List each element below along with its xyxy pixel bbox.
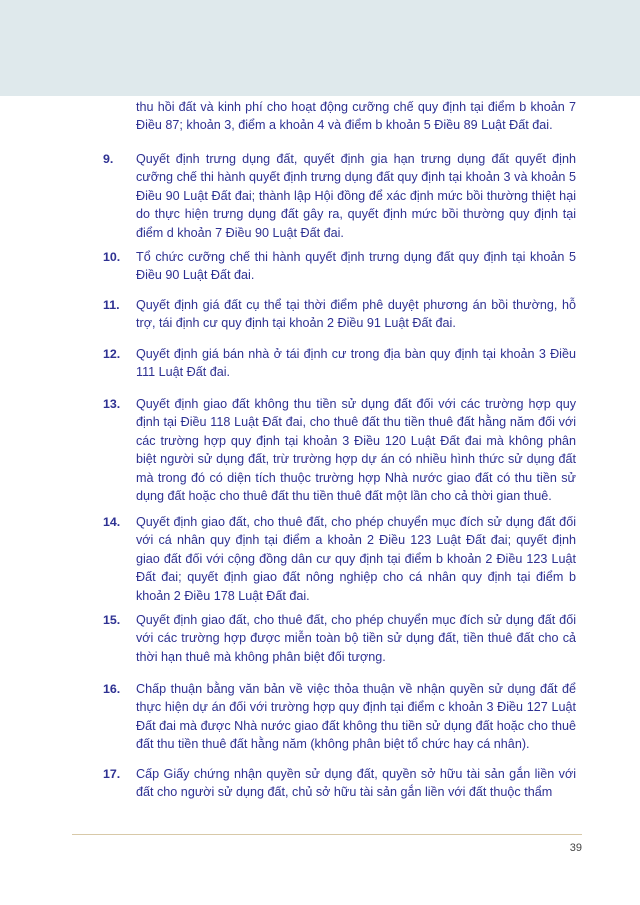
item-number: 12.: [103, 347, 121, 361]
item-number: 10.: [103, 250, 121, 264]
item-text: Quyết định trưng dụng đất, quyết định gia hạn trưng dụng đất quyết định cưỡng chế thi hành quyết định trưng dụng đất quy định tại khoản 3 và khoản 5 Điều 90 Luật Đất đai; thành lập Hội đồng để xác định mức bồi thường thiệt hại do thực hiện trưng dụng đất gây ra, quyết định mức bồi thường quy định tại điểm d khoản 7 Điều 90 Luật Đất đai.: [136, 152, 576, 240]
continuation-paragraph: thu hồi đất và kinh phí cho hoạt động cưỡng chế quy định tại điểm b khoản 7 Điều 87; khoản 3, điểm a khoản 4 và điểm b khoản 5 Điều 89 Luật Đất đai.: [136, 100, 576, 133]
item-number: 15.: [103, 613, 121, 627]
page-number: 39: [569, 842, 582, 854]
item-text: Quyết định giá bán nhà ở tái định cư trong địa bàn quy định tại khoản 3 Điều 111 Luật Đất đai.: [136, 347, 576, 380]
item-text: Chấp thuận bằng văn bản về việc thỏa thuận về nhận quyền sử dụng đất để thực hiện dự án đối với trường hợp quy định tại điểm c khoản 3 Điều 127 Luật Đất đai mà được Nhà nước giao đất không thu tiền sử dụng đất hoặc cho thuê đất thu tiền thuê đất hằng năm (không phân biệt tổ chức hay cá nhân).: [136, 682, 576, 752]
item-text: Quyết định giao đất không thu tiền sử dụng đất đối với các trường hợp quy định tại Điều 118 Luật Đất đai, cho thuê đất thu tiền thuê đất hằng năm đối với các trường hợp quy định tại khoản 3 Điều 120 Luật Đất đai mà không phân biệt người sử dụng đất, trừ trường hợp dự án có nhiều hình thức sử dụng đất mà trong đó có diện tích thuộc trường hợp Nhà nước giao đất có thu tiền sử dụng đất hoặc cho thuê đất thu tiền thuê đất một lần cho cả thời gian thuê.: [136, 397, 576, 504]
item-number: 16.: [103, 682, 121, 696]
item-text: Cấp Giấy chứng nhận quyền sử dụng đất, quyền sở hữu tài sản gắn liền với đất cho người sử dụng đất, chủ sở hữu tài sản gắn liền với đất thuộc thẩm: [136, 767, 576, 800]
item-text: Quyết định giá đất cụ thể tại thời điểm phê duyệt phương án bồi thường, hỗ trợ, tái định cư quy định tại khoản 2 Điều 91 Luật Đất đai.: [136, 298, 576, 331]
item-number: 11.: [103, 298, 120, 312]
item-text: Tổ chức cưỡng chế thi hành quyết định trưng dụng đất quy định tại khoản 5 Điều 90 Luật Đất đai.: [136, 250, 576, 283]
header-band: [0, 0, 640, 96]
item-number: 14.: [103, 515, 121, 529]
footer-divider: [72, 834, 582, 835]
item-number: 17.: [103, 767, 121, 781]
item-number: 9.: [103, 152, 114, 166]
item-number: 13.: [103, 397, 121, 411]
item-text: Quyết định giao đất, cho thuê đất, cho phép chuyển mục đích sử dụng đất đối với các trường hợp được miễn toàn bộ tiền sử dụng đất, tiền thuê đất cho cả thời hạn thuê mà không phân biệt đối tượng.: [136, 613, 576, 664]
item-text: Quyết định giao đất, cho thuê đất, cho phép chuyển mục đích sử dụng đất đối với cá nhân quy định tại điểm a khoản 2 Điều 123 Luật Đất đai; quyết định giao đất đối với cộng đồng dân cư quy định tại điểm b khoản 2 Điều 123 Luật Đất đai; quyết định giao đất nông nghiệp cho cá nhân quy định tại điểm b khoản 2 Điều 178 Luật Đất đai.: [136, 515, 576, 603]
